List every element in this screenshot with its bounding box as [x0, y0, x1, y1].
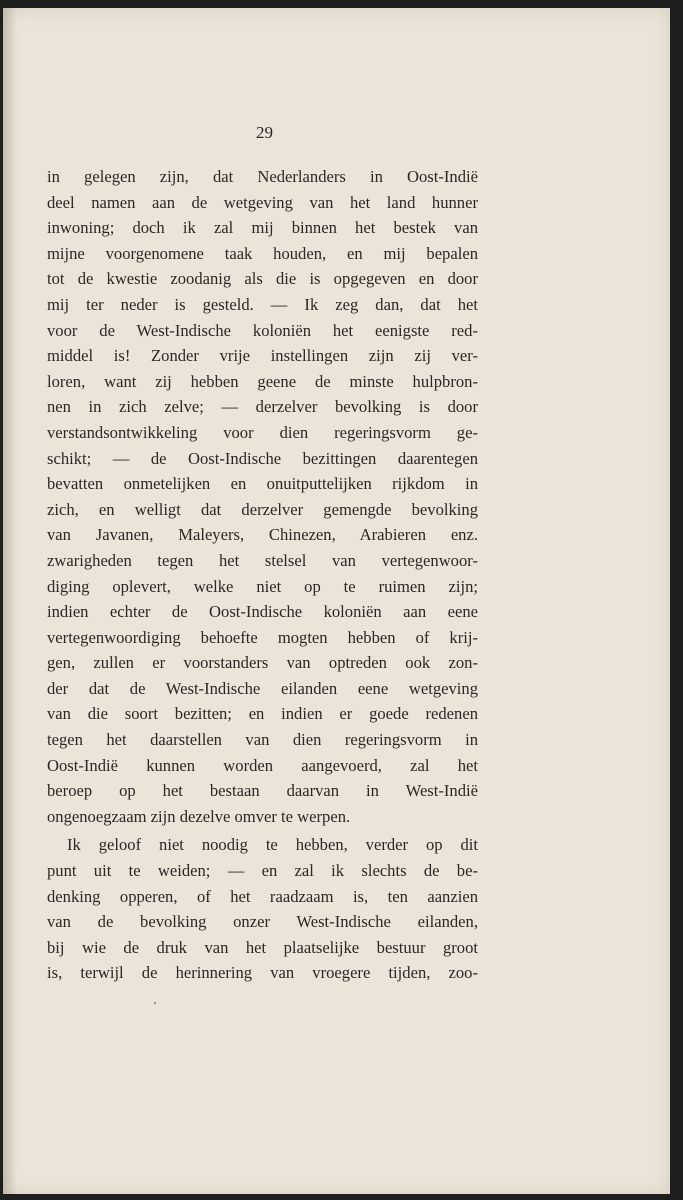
- text-line: diging oplevert, welke niet op te ruimen zijn;: [47, 576, 478, 596]
- text-line: mijne voorgenomene taak houden, en mij bepalen: [47, 243, 478, 263]
- text-line: beroep op het bestaan daarvan in West-Indië: [47, 781, 478, 801]
- text-line: nen in zich zelve; — derzelver bevolking is door: [47, 397, 478, 417]
- text-line: tegen het daarstellen van dien regeringsvorm in: [47, 730, 478, 750]
- text-line: der dat de West-Indische eilanden eene wetgeving: [47, 678, 478, 698]
- text-line: voor de West-Indische koloniën het eenigste red-: [47, 320, 478, 340]
- page-edge-shadow: [3, 8, 17, 1194]
- text-line: van die soort bezitten; en indien er goede redenen: [47, 704, 478, 724]
- text-line: Ik geloof niet noodig te hebben, verder op dit: [67, 835, 478, 855]
- text-line: bij wie de druk van het plaatselijke bestuur groot: [47, 937, 478, 957]
- text-line: mij ter neder is gesteld. — Ik zeg dan, dat het: [47, 294, 478, 314]
- book-page: [3, 8, 670, 1194]
- text-line: bevatten onmetelijken en onuitputtelijken rijkdom in: [47, 474, 478, 494]
- text-line: schikt; — de Oost-Indische bezittingen daarentegen: [47, 448, 478, 468]
- text-line: loren, want zij hebben geene de minste hulpbron-: [47, 371, 478, 391]
- text-line: middel is! Zonder vrije instellingen zijn zij ver-: [47, 346, 478, 366]
- paper-speck: [154, 1002, 156, 1004]
- text-line: vertegenwoordiging behoefte mogten hebben of krij-: [47, 627, 478, 647]
- body-text: [47, 164, 478, 986]
- text-line: denking opperen, of het raadzaam is, ten aanzien: [47, 886, 478, 906]
- text-line: punt uit te weiden; — en zal ik slechts de be-: [47, 861, 478, 881]
- text-line: verstandsontwikkeling voor dien regeringsvorm ge-: [47, 422, 478, 442]
- text-line: zwarigheden tegen het stelsel van vertegenwoor-: [47, 550, 478, 570]
- text-line: inwoning; doch ik zal mij binnen het bestek van: [47, 218, 478, 238]
- text-line: is, terwijl de herinnering van vroegere tijden, zoo-: [47, 963, 478, 983]
- text-line: tot de kwestie zoodanig als die is opgegeven en door: [47, 269, 478, 289]
- text-line: zich, en welligt dat derzelver gemengde bevolking: [47, 499, 478, 519]
- text-line: indien echter de Oost-Indische koloniën aan eene: [47, 602, 478, 622]
- page-number: 29: [256, 123, 273, 142]
- text-line: gen, zullen er voorstanders van optreden ook zon-: [47, 653, 478, 673]
- text-line: deel namen aan de wetgeving van het land hunner: [47, 192, 478, 212]
- text-line: Oost-Indië kunnen worden aangevoerd, zal het: [47, 755, 478, 775]
- text-line: in gelegen zijn, dat Nederlanders in Oost-Indië: [47, 167, 478, 186]
- text-line: ongenoegzaam zijn dezelve omver te werpen.: [47, 806, 351, 826]
- text-line: van de bevolking onzer West-Indische eilanden,: [47, 912, 478, 932]
- text-line: van Javanen, Maleyers, Chinezen, Arabieren enz.: [47, 525, 478, 545]
